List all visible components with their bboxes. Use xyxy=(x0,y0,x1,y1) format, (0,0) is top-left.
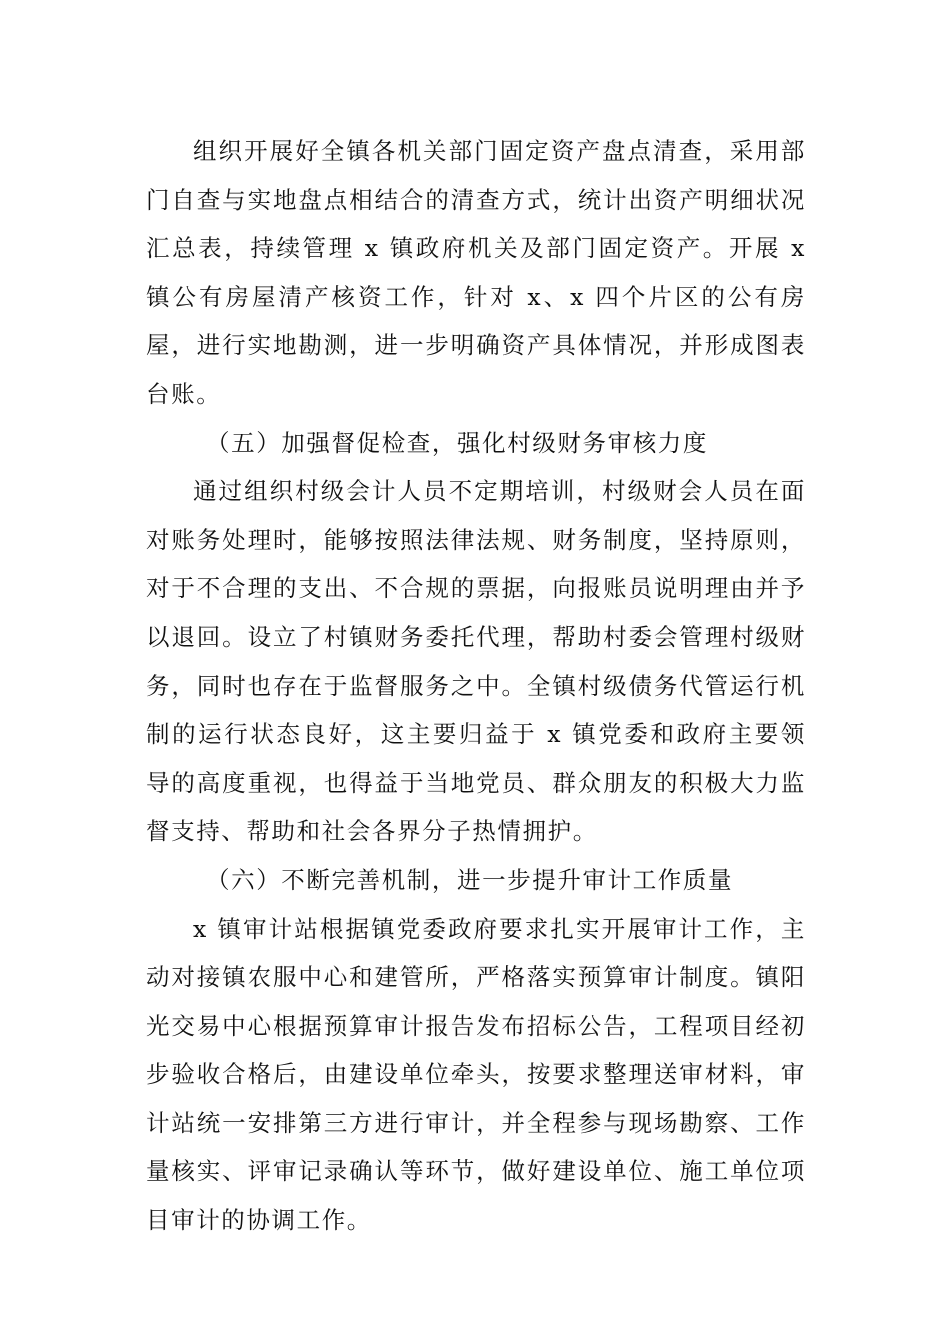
document-body xyxy=(146,127,806,1245)
paragraph-audit-work: x 镇审计站根据镇党委政府要求扎实开展审计工作，主动对接镇农服中心和建管所，严格落实预算审计制度。镇阳光交易中心根据预算审计报告发布招标公告，工程项目经初步验收合格后，由建设单位牵头，按要求整理送审材料，审计站统一安排第三方进行审计，并全程参与现场勘察、工作量核实、评审记录确认等环节，做好建设单位、施工单位项目审计的协调工作。 xyxy=(146,914,806,1235)
section-heading-6: （六）不断完善机制，进一步提升审计工作质量 xyxy=(206,865,734,894)
paragraph-asset-inventory: 组织开展好全镇各机关部门固定资产盘点清查，采用部门自查与实地盘点相结合的清查方式，统计出资产明细状况汇总表，持续管理 x 镇政府机关及部门固定资产。开展 x 镇公有房屋清产核资工作，针对 x、x 四个片区的公有房屋，进行实地勘测，进一步明确资产具体情况，并形成图表台账。 xyxy=(146,137,806,408)
paragraph-village-finance: 通过组织村级会计人员不定期培训，村级财会人员在面对账务处理时，能够按照法律法规、财务制度，坚持原则，对于不合理的支出、不合规的票据，向报账员说明理由并予以退回。设立了村镇财务委托代理，帮助村委会管理村级财务，同时也存在于监督服务之中。全镇村级债务代管运行机制的运行状态良好，这主要归益于 x 镇党委和政府主要领导的高度重视，也得益于当地党员、群众朋友的积极大力监督支持、帮助和社会各界分子热情拥护。 xyxy=(146,477,806,846)
section-heading-5: （五）加强督促检查，强化村级财务审核力度 xyxy=(206,428,708,457)
